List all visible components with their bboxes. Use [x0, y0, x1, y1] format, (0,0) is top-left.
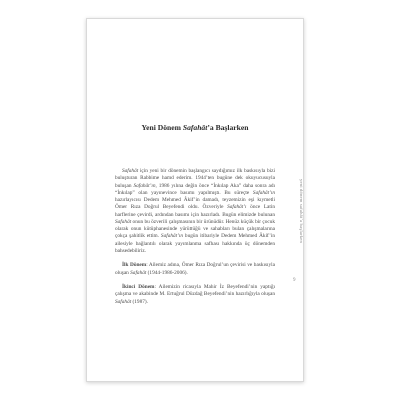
italic-title: Safahât	[115, 298, 132, 305]
text-run: (1987).	[131, 298, 148, 305]
italic-title: Safahât’ı	[227, 204, 247, 211]
italic-title: Safahât’ın	[133, 182, 156, 189]
italic-title: Safahât	[130, 269, 147, 276]
text-run: : Ailemizin ricasıyla Mahir İz Beyefendi’nin yaptığı çalışma ve akabinde M. Ertuğrul Düzdağ Beyefendi’nin hazırlığıyla oluşan	[115, 284, 275, 298]
text-run: hazırlayıcısı Dedem Mehmed Âkif’in damadı, teyzemizin eşi kıymetli Ömer Rıza Doğrul Beyefendi oldu. Özveriyle	[115, 197, 275, 211]
text-run: : Ailemiz adına, Ömer Rıza Doğrul’un çevirisi ve baskısıyla oluşan	[115, 262, 275, 276]
italic-title: Safahât’ın	[160, 233, 183, 240]
italic-title: Safahât	[122, 168, 139, 174]
text-run: (1944-1986-2006).	[146, 269, 188, 276]
page-number: 9	[293, 278, 296, 283]
running-head: yeni dönem safahât’a başlarken	[299, 179, 304, 244]
italic-title: Safahât	[115, 218, 132, 225]
chapter-title	[87, 123, 303, 132]
term-label: İlk Dönem	[122, 262, 147, 269]
text-run: onun bu özverili çalışmasının bir ürünüdür. Henüz küçük bir çocuk olarak onun kütüphanesinde yürüttüğü ve sahabları bulan çalışmalarına çokça şahitlik ettim.	[115, 218, 275, 240]
book-page	[86, 18, 304, 382]
paragraph-gap	[115, 277, 275, 284]
title-italic: Safahât	[182, 123, 208, 132]
text-run: , 1986 yılına değin önce “İnkılap Aka” daha sonra adı “İnkılap” olan yayınevince basımı yapılmıştı. Bu süreçte	[115, 182, 275, 196]
title-suffix: ’a Başlarken	[207, 123, 249, 132]
text-run: için yeni bir dönemin başlangıcı saydığımız ilk baskısıyla bizi buluşturan Rabbime hamd ederim. 1944’ten bugüne dek okuyucusuyla buluşan	[115, 168, 275, 189]
term-label: İkinci Dönem	[122, 284, 155, 290]
text-run: bugün itibariyle Dedem Mehmed Âkif’in ailesiyle bağlantılı olarak yayımlanma safhası hakkında üç dönemden bahsedebiliriz.	[115, 233, 275, 254]
title-prefix: Yeni Dönem	[141, 123, 183, 132]
body-text	[115, 168, 275, 306]
paragraph-second-period	[115, 284, 275, 306]
text-run: önce Latin harflerine çevirdi, ardından basımı için hazırladı. Bugün elimizde bulunan	[115, 204, 276, 218]
italic-title: Safahât’ın	[252, 189, 275, 196]
paragraph-intro	[115, 168, 275, 255]
paragraph-first-period	[115, 262, 275, 277]
